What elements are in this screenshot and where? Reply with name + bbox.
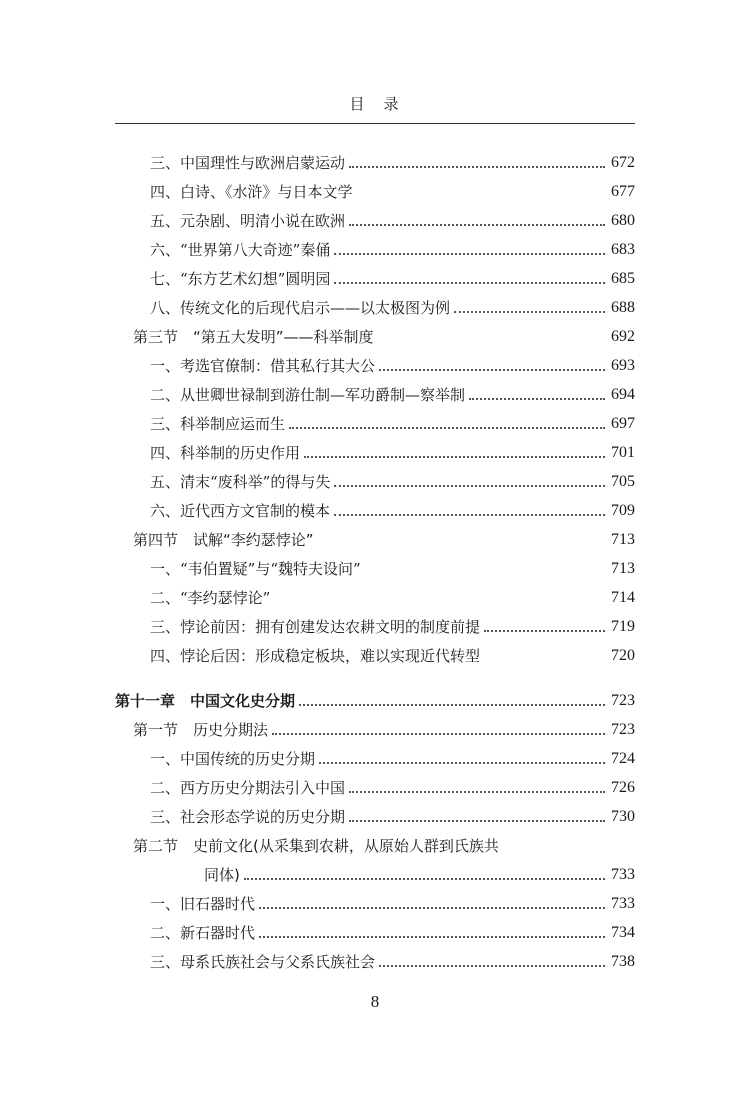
toc-entry-title: 三、科举制应运而生 [150, 415, 286, 433]
toc-entry-title: 三、中国理性与欧洲启蒙运动 [150, 154, 346, 172]
dot-leader [349, 791, 605, 793]
toc-entry-page: 692 [611, 328, 635, 345]
toc-entry-title: 一、“韦伯置疑”与“魏特夫设问” [150, 560, 361, 578]
toc-entry-page: 730 [611, 808, 635, 825]
table-of-contents [0, 145, 750, 975]
toc-section[interactable] [133, 828, 499, 856]
toc-entry[interactable] [150, 609, 635, 637]
toc-section[interactable] [133, 712, 635, 740]
toc-entry-page: 672 [611, 154, 635, 171]
toc-entry-page: 705 [611, 473, 635, 490]
toc-entry[interactable] [150, 799, 635, 827]
toc-entry[interactable] [150, 770, 635, 798]
toc-entry-page: 726 [611, 779, 635, 796]
dot-leader [378, 340, 605, 342]
toc-section[interactable] [133, 319, 635, 347]
toc-entry[interactable] [150, 348, 635, 376]
toc-entry-page: 694 [611, 386, 635, 403]
dot-leader [469, 398, 605, 400]
toc-entry-page: 713 [611, 531, 635, 548]
toc-entry-title: 五、元杂剧、明清小说在欧洲 [150, 212, 346, 230]
header-divider [115, 123, 635, 124]
toc-entry[interactable] [150, 493, 635, 521]
toc-entry[interactable] [150, 580, 635, 608]
toc-entry[interactable] [150, 915, 635, 943]
toc-entry-page: 723 [611, 721, 635, 738]
toc-entry-title: 二、从世卿世禄制到游仕制—军功爵制—察举制 [150, 386, 466, 404]
toc-entry-page: 688 [611, 299, 635, 316]
toc-entry[interactable] [150, 145, 635, 173]
toc-section-title: 同体) [204, 866, 240, 884]
toc-section-title: 第四节 试解“李约瑟悖论” [133, 531, 314, 549]
toc-entry[interactable] [150, 203, 635, 231]
toc-entry[interactable] [150, 406, 635, 434]
dot-leader [484, 630, 605, 632]
toc-entry-page: 733 [611, 895, 635, 912]
toc-section-title: 第二节 史前文化(从采集到农耕，从原始人群到氏族共 [133, 837, 499, 855]
dot-leader [379, 369, 605, 371]
dot-leader [272, 733, 605, 735]
dot-leader [244, 878, 605, 880]
toc-entry-page: 723 [611, 692, 635, 709]
dot-leader [334, 282, 605, 284]
toc-entry-page: 680 [611, 212, 635, 229]
page-header-title: 目 录 [349, 95, 401, 113]
toc-entry-title: 四、科举制的历史作用 [150, 444, 301, 462]
toc-entry-title: 三、母系氏族社会与父系氏族社会 [150, 953, 376, 971]
toc-entry[interactable] [150, 638, 635, 666]
dot-leader [334, 485, 605, 487]
page-number: 8 [370, 992, 380, 1011]
dot-leader [319, 762, 605, 764]
toc-entry-title: 二、新石器时代 [150, 924, 256, 942]
toc-entry[interactable] [150, 290, 635, 318]
toc-entry-page: 713 [611, 560, 635, 577]
dot-leader [454, 311, 605, 313]
dot-leader [484, 659, 605, 661]
toc-entry-page: 720 [611, 647, 635, 664]
toc-section[interactable] [133, 522, 635, 550]
toc-entry-page: 719 [611, 618, 635, 635]
toc-entry[interactable] [150, 435, 635, 463]
toc-entry-title: 八、传统文化的后现代启示——以太极图为例 [150, 299, 451, 317]
dot-leader [334, 253, 605, 255]
toc-entry[interactable] [150, 232, 635, 260]
toc-section-continuation[interactable] [204, 857, 635, 885]
dot-leader [349, 224, 605, 226]
toc-chapter[interactable] [115, 683, 635, 711]
toc-entry-title: 四、悖论后因：形成稳定板块，难以实现近代转型 [150, 647, 481, 665]
toc-entry-page: 677 [611, 183, 635, 200]
toc-entry-page: 701 [611, 444, 635, 461]
dot-leader [349, 166, 605, 168]
dot-leader [379, 965, 605, 967]
toc-entry-page: 697 [611, 415, 635, 432]
toc-entry[interactable] [150, 464, 635, 492]
toc-entry-page: 683 [611, 241, 635, 258]
toc-entry-title: 七、“东方艺术幻想”圆明园 [150, 270, 331, 288]
toc-section-title: 第一节 历史分期法 [133, 721, 269, 739]
toc-entry-page: 693 [611, 357, 635, 374]
toc-entry[interactable] [150, 944, 635, 972]
dot-leader [334, 514, 605, 516]
dot-leader [365, 572, 605, 574]
toc-entry-page: 724 [611, 750, 635, 767]
toc-entry-title: 一、中国传统的历史分期 [150, 750, 316, 768]
toc-entry-page: 709 [611, 502, 635, 519]
toc-chapter-title: 第十一章 中国文化史分期 [115, 692, 296, 710]
toc-entry-title: 二、西方历史分期法引入中国 [150, 779, 346, 797]
dot-leader [259, 907, 605, 909]
toc-entry-title: 一、旧石器时代 [150, 895, 256, 913]
toc-entry-title: 一、考选官僚制：借其私行其大公 [150, 357, 376, 375]
dot-leader [289, 427, 605, 429]
toc-entry-title: 三、社会形态学说的历史分期 [150, 808, 346, 826]
toc-entry-page: 733 [611, 866, 635, 883]
toc-entry-title: 三、悖论前因：拥有创建发达农耕文明的制度前提 [150, 618, 481, 636]
toc-entry[interactable] [150, 377, 635, 405]
toc-entry-title: 四、白诗、《水浒》与日本文学 [150, 183, 353, 201]
toc-entry-title: 六、“世界第八大奇迹”秦俑 [150, 241, 331, 259]
dot-leader [304, 456, 605, 458]
toc-entry-page: 685 [611, 270, 635, 287]
toc-entry-page: 714 [611, 589, 635, 606]
toc-entry-page: 738 [611, 953, 635, 970]
dot-leader [259, 936, 605, 938]
dot-leader [299, 704, 605, 706]
toc-entry[interactable] [150, 886, 635, 914]
toc-entry[interactable] [150, 174, 635, 202]
dot-leader [274, 601, 605, 603]
toc-entry-title: 五、清末“废科举”的得与失 [150, 473, 331, 491]
toc-entry-title: 六、近代西方文官制的模本 [150, 502, 331, 520]
toc-entry[interactable] [150, 741, 635, 769]
dot-leader [357, 195, 605, 197]
toc-entry[interactable] [150, 261, 635, 289]
toc-entry-page: 734 [611, 924, 635, 941]
dot-leader [349, 820, 605, 822]
toc-section-title: 第三节 “第五大发明”——科举制度 [133, 328, 374, 346]
toc-entry-title: 二、“李约瑟悖论” [150, 589, 271, 607]
toc-entry[interactable] [150, 551, 635, 579]
dot-leader [318, 543, 605, 545]
